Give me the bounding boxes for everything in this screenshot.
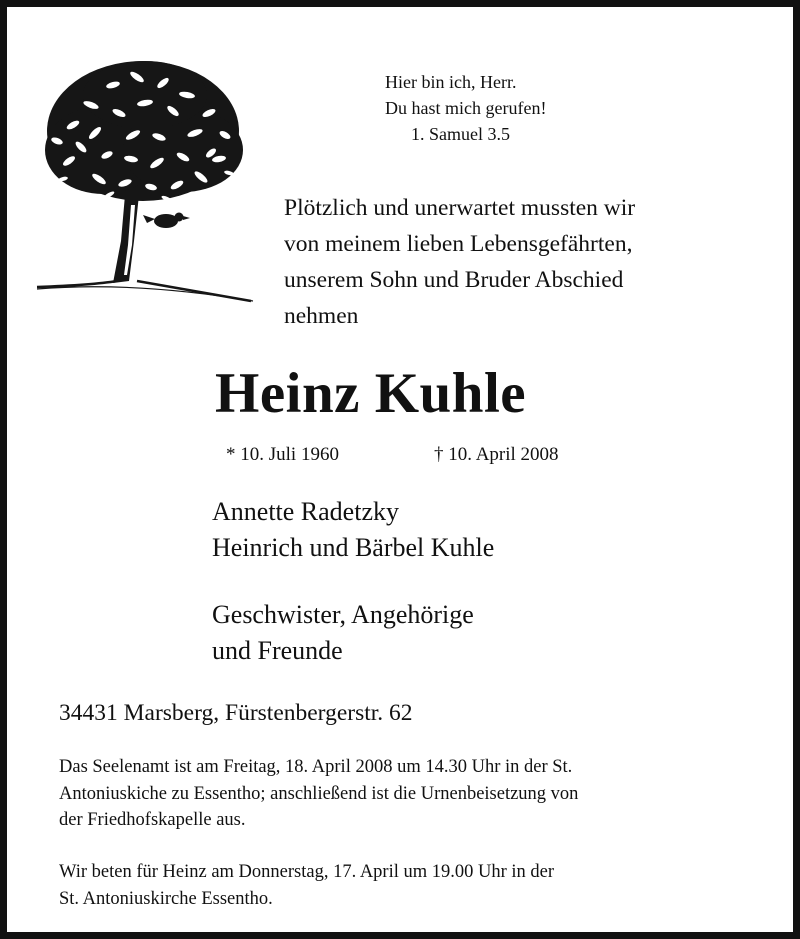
announcement-line: nehmen xyxy=(284,303,359,329)
family-address: 34431 Marsberg, Fürstenbergerstr. 62 xyxy=(59,700,413,726)
verse-line: Du hast mich gerufen! xyxy=(385,98,547,118)
mourner-line: und Freunde xyxy=(212,636,343,665)
deceased-name: Heinz Kuhle xyxy=(215,362,527,425)
announcement-text xyxy=(284,190,635,334)
death-date: † 10. April 2008 xyxy=(434,444,559,465)
service-details xyxy=(59,754,578,834)
birth-date: * 10. Juli 1960 xyxy=(226,444,339,465)
prayer-line: Wir beten für Heinz am Donnerstag, 17. April um 19.00 Uhr in der xyxy=(59,862,555,882)
service-line: Antoniuskiche zu Essentho; anschließend ist die Urnenbeisetzung von xyxy=(59,783,579,804)
announcement-line: unserem Sohn und Bruder Abschied xyxy=(284,267,624,293)
verse-reference: 1. Samuel 3.5 xyxy=(411,124,510,144)
prayer-line: St. Antoniuskirche Essentho. xyxy=(59,888,273,909)
mourner-line: Annette Radetzky xyxy=(212,497,399,526)
announcement-line: von meinem lieben Lebensgefährten, xyxy=(284,231,633,257)
verse-line: Hier bin ich, Herr. xyxy=(385,72,517,92)
prayer-details xyxy=(59,859,554,912)
tree-with-bird-icon xyxy=(33,55,257,307)
mourner-line: Geschwister, Angehörige xyxy=(212,600,474,629)
mourner-line: Heinrich und Bärbel Kuhle xyxy=(212,533,495,562)
bible-verse xyxy=(385,69,546,147)
service-line: der Friedhofskapelle aus. xyxy=(59,810,246,830)
mourners-relatives xyxy=(212,597,474,669)
service-line: Das Seelenamt ist am Freitag, 18. April 2008 um 14.30 Uhr in der St. xyxy=(59,757,573,777)
announcement-line: Plötzlich und unerwartet mussten wir xyxy=(284,195,636,221)
mourners-family xyxy=(212,494,494,566)
